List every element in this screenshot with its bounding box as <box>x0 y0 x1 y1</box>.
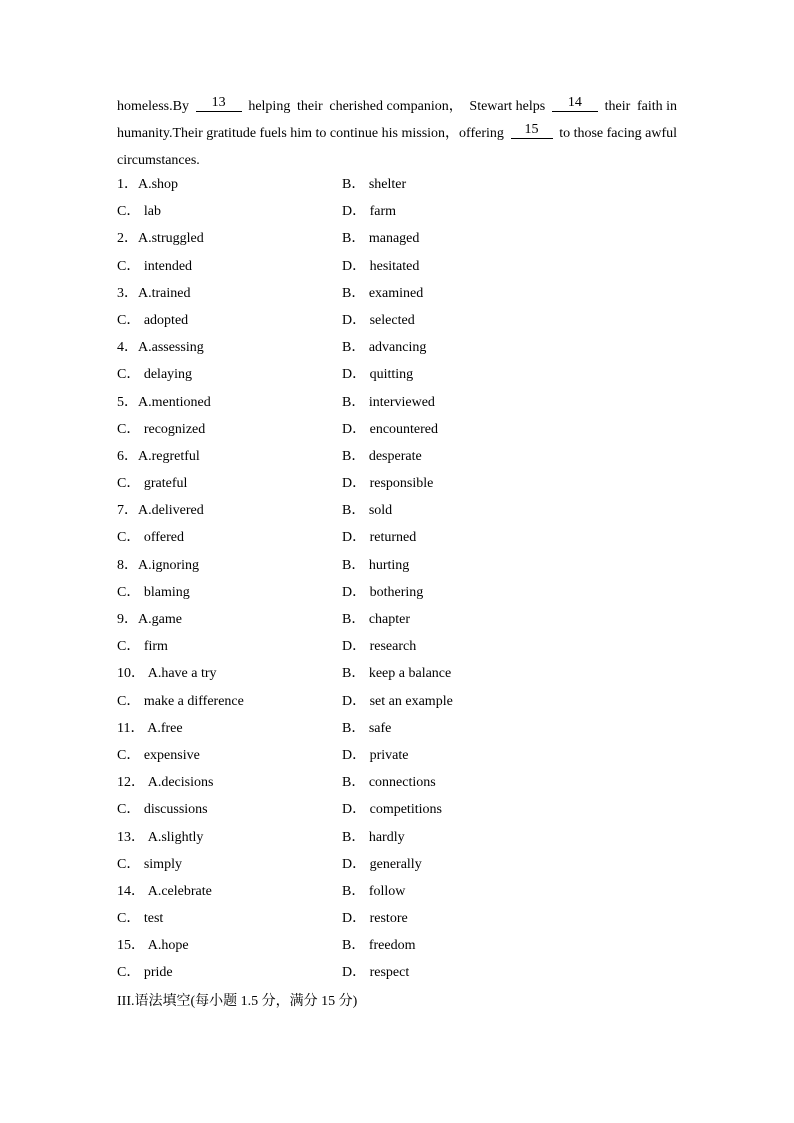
option-choice-left: C． delaying <box>117 367 193 383</box>
option-choice-right: D． bothering <box>342 584 424 600</box>
option-choice-right: B． sold <box>342 503 393 519</box>
passage-text: circumstances. <box>117 153 200 168</box>
passage-text: humanity.Their gratitude fuels him to continue his mission，offering <box>117 126 504 141</box>
option-choice-right: B． interviewed <box>342 394 435 410</box>
option-choice-right: D． restore <box>342 911 408 927</box>
option-choice-right: B． managed <box>342 231 420 247</box>
option-choice-left: C． firm <box>117 639 168 655</box>
option-row <box>117 552 677 579</box>
option-choice-left: 15． A.hope <box>117 938 189 954</box>
option-choice-right: B． shelter <box>342 177 407 192</box>
passage-line-1 <box>117 93 677 120</box>
option-choice-left: 2．A.struggled <box>117 231 204 247</box>
option-choice-right: B． advancing <box>342 340 427 356</box>
option-row <box>117 307 677 334</box>
option-choice-left: 12． A.decisions <box>117 775 214 791</box>
option-row <box>117 633 677 660</box>
option-row <box>117 416 677 443</box>
option-row <box>117 878 677 905</box>
option-row <box>117 932 677 959</box>
passage-text: helping <box>248 99 291 114</box>
option-choice-left: 6．A.regretful <box>117 448 200 464</box>
option-choice-right: D． hesitated <box>342 258 420 274</box>
option-choice-left: C． adopted <box>117 312 189 328</box>
option-choice-left: C． grateful <box>117 476 188 492</box>
passage-text: faith in <box>636 99 677 114</box>
option-row <box>117 280 677 307</box>
option-row <box>117 796 677 823</box>
option-choice-left: C． lab <box>117 204 161 220</box>
passage-text: homeless.By <box>117 99 189 114</box>
option-row <box>117 606 677 633</box>
option-choice-left: 11． A.free <box>117 720 183 736</box>
option-choice-right: B． freedom <box>342 938 416 954</box>
option-choice-left: C． intended <box>117 258 193 274</box>
blank-13: 13 <box>196 95 242 112</box>
option-row <box>117 171 677 198</box>
option-row <box>117 225 677 252</box>
passage-text: their <box>604 99 631 114</box>
option-row <box>117 742 677 769</box>
option-row <box>117 579 677 606</box>
option-row <box>117 334 677 361</box>
option-choice-right: D． quitting <box>342 367 414 383</box>
passage-line-3 <box>117 147 677 174</box>
option-row <box>117 470 677 497</box>
passage-text: to those facing awful <box>559 126 677 141</box>
option-choice-right: B． chapter <box>342 612 411 627</box>
option-choice-right: B． hurting <box>342 557 410 573</box>
option-row <box>117 389 677 416</box>
option-row <box>117 959 677 986</box>
option-choice-right: D． selected <box>342 312 415 328</box>
option-choice-left: 9．A.game <box>117 612 182 627</box>
option-choice-right: D． private <box>342 747 409 763</box>
passage-excerpt <box>117 93 677 174</box>
option-choice-right: B． examined <box>342 285 424 301</box>
option-choice-left: 8．A.ignoring <box>117 557 200 573</box>
option-choice-left: 13． A.slightly <box>117 829 204 845</box>
option-choice-right: D． responsible <box>342 476 434 492</box>
option-row <box>117 443 677 470</box>
option-choice-left: 7．A.delivered <box>117 503 204 519</box>
option-choice-right: B． desperate <box>342 448 422 464</box>
option-choice-right: D． farm <box>342 204 397 220</box>
option-choice-right: B． keep a balance <box>342 666 452 682</box>
option-row <box>117 524 677 551</box>
passage-text: their <box>297 99 323 114</box>
passage-text: cherished companion， <box>329 99 463 114</box>
option-choice-right: D． research <box>342 639 417 655</box>
option-choice-right: B． hardly <box>342 829 405 845</box>
option-row <box>117 253 677 280</box>
option-choice-left: 4．A.assessing <box>117 340 204 356</box>
option-choice-right: D． respect <box>342 965 410 981</box>
option-choice-left: C． blaming <box>117 584 190 600</box>
option-row <box>117 715 677 742</box>
option-row <box>117 660 677 687</box>
option-choice-right: D． set an example <box>342 693 453 709</box>
blank-15: 15 <box>511 122 553 139</box>
blank-14: 14 <box>552 95 598 112</box>
option-choice-left: C． discussions <box>117 802 208 818</box>
passage-line-2 <box>117 120 677 147</box>
option-choice-left: 5．A.mentioned <box>117 394 211 410</box>
passage-text: Stewart helps <box>469 99 546 114</box>
option-row <box>117 769 677 796</box>
option-choice-right: B． safe <box>342 720 392 736</box>
option-choice-left: C． simply <box>117 856 182 872</box>
option-choice-left: 3．A.trained <box>117 285 191 301</box>
option-choice-right: B． connections <box>342 775 436 791</box>
option-choice-left: 1．A.shop <box>117 177 179 192</box>
option-choice-left: C． make a difference <box>117 693 244 709</box>
option-choice-right: D． generally <box>342 856 422 872</box>
option-choice-left: 10． A.have a try <box>117 666 217 682</box>
option-choice-right: B． follow <box>342 883 406 899</box>
option-choice-right: D． encountered <box>342 421 439 437</box>
option-choice-right: D． competitions <box>342 802 442 818</box>
option-choice-left: C． expensive <box>117 747 200 763</box>
option-row <box>117 497 677 524</box>
option-choice-left: C． offered <box>117 530 184 546</box>
option-row <box>117 361 677 388</box>
section-heading: III.语法填空(每小题 1.5 分，满分 15 分) <box>117 994 358 1009</box>
option-row <box>117 688 677 715</box>
option-choice-left: C． test <box>117 911 164 927</box>
option-choice-left: C． pride <box>117 965 173 981</box>
option-row <box>117 198 677 225</box>
option-row <box>117 905 677 932</box>
option-row <box>117 824 677 851</box>
option-choice-left: C． recognized <box>117 421 206 437</box>
option-choice-left: 14． A.celebrate <box>117 883 212 899</box>
answer-options-list <box>117 171 677 987</box>
option-row <box>117 851 677 878</box>
option-choice-right: D． returned <box>342 530 417 546</box>
